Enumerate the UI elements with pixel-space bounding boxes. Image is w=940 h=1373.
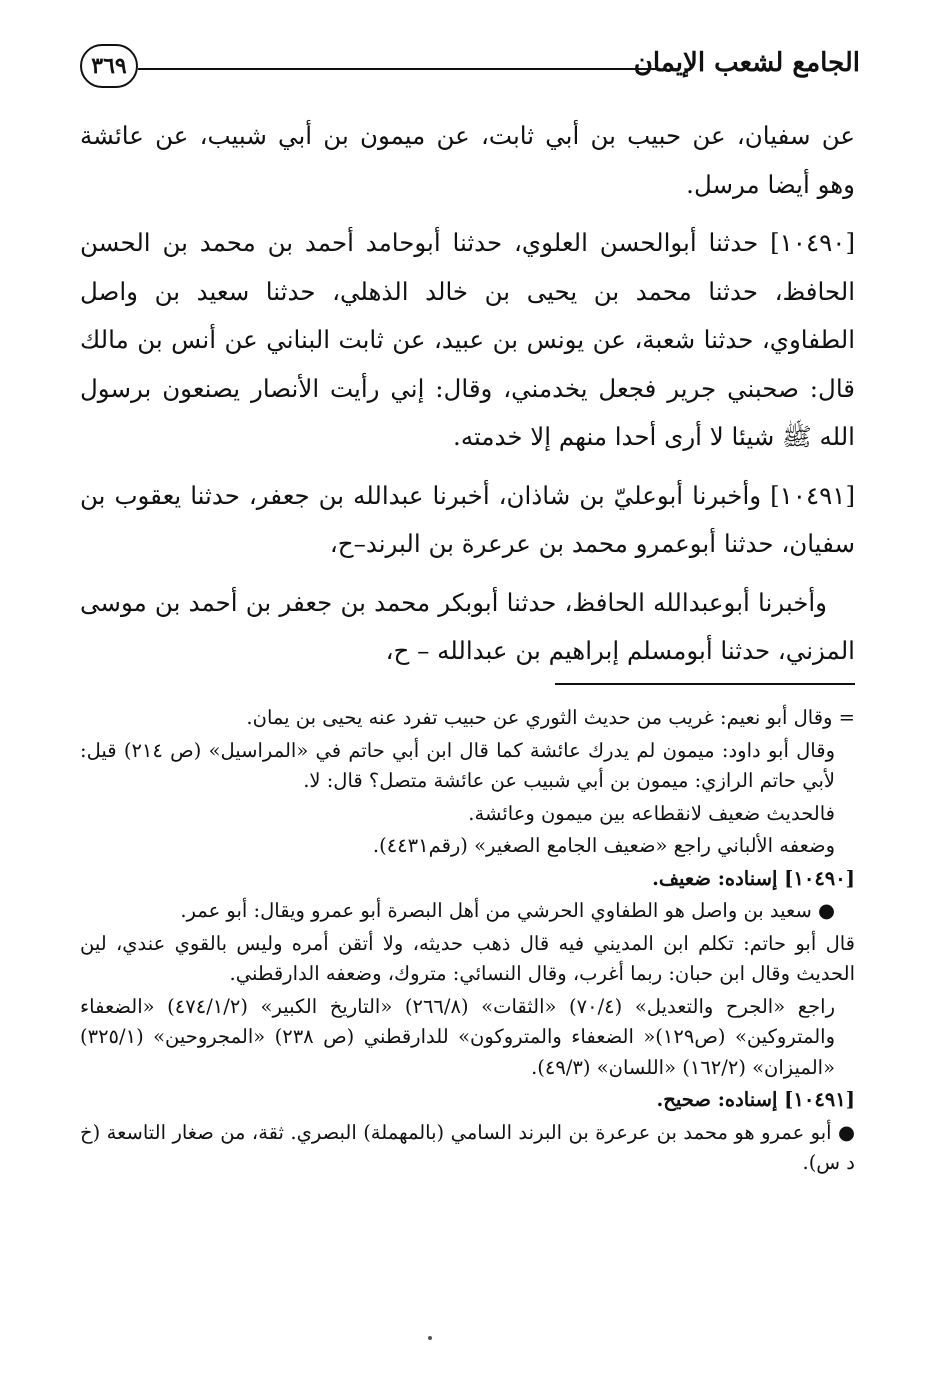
footnote-line: قال أبو حاتم: تكلم ابن المديني فيه قال ذهب حديثه، ولا أتقن أمره وليس بالقوي عندي، لين الحديث وقال ابن حبان: ربما أغرب، وقال النسائي: متروك، وضعفه الدارقطني. [80, 931, 855, 985]
page-header [80, 40, 860, 100]
footnote-line: فالحديث ضعيف لانقطاعه بين ميمون وعائشة. [468, 801, 835, 825]
hadith-10491-second-chain: وأخبرنا أبوعبدالله الحافظ، حدثنا أبوبكر محمد بن جعفر بن أحمد بن موسى المزني، حدثنا أبومسلم إبراهيم بن عبدالله – ح، [80, 587, 855, 665]
running-title: الجامع لشعب الإيمان [633, 48, 860, 78]
header-rule [138, 68, 660, 70]
page-number: ٣٦٩ [80, 44, 138, 88]
hadith-10490: [١٠٤٩٠] حدثنا أبوالحسن العلوي، حدثنا أبوحامد أحمد بن محمد بن الحسن الحافظ، حدثنا محمد بن يحيى بن خالد الذهلي، حدثنا سعيد بن واصل الطفاوي، حدثنا شعبة، عن يونس بن عبيد، عن ثابت البناني عن أنس بن مالك قال: صحبني جرير فجعل يخدمني، وقال: إني رأيت الأنصار يصنعون برسول الله ﷺ شيئا لا أرى أحدا منهم إلا خدمته. [80, 228, 855, 451]
footnote-line: وقال أبو داود: ميمون لم يدرك عائشة كما قال ابن أبي حاتم في «المراسيل» (ص ٢١٤) قيل: لأبي حاتم الرازي: ميمون بن أبي شبيب عن عائشة متصل؟ قال: لا. [80, 738, 835, 792]
footnote-line: = وقال أبو نعيم: غريب من حديث الثوري عن حبيب تفرد عنه يحيى بن يمان. [246, 706, 855, 729]
footnote-separator [555, 683, 855, 685]
footnote-line: راجع «الجرح والتعديل» (٧٠/٤) «الثقات» (٢٦٦/٨) «التاريخ الكبير» (٤٧٤/١/٢) «الضعفاء والمتروكين» (ص١٢٩)« الضعفاء والمتروكون» للدارقطني (ص ٢٣٨) «المجروحين» (٣٢٥/١) «الميزان» (١٦٢/٢) «اللسان» (٤٩/٣). [80, 994, 836, 1079]
footnote-line: ● أبو عمرو هو محمد بن عرعرة بن البرند السامي (بالمهملة) البصري. ثقة، من صغار التاسعة (خ د س). [80, 1120, 855, 1174]
main-text [80, 112, 855, 686]
hadith-10491: [١٠٤٩١] وأخبرنا أبوعليّ بن شاذان، أخبرنا عبدالله بن جعفر، حدثنا يعقوب بن سفيان، حدثنا أبوعمرو محمد بن عرعرة بن البرند–ح، [80, 480, 855, 558]
footnote-line: ● سعيد بن واصل هو الطفاوي الحرشي من أهل البصرة أبو عمرو ويقال: أبو عمر. [180, 899, 835, 922]
footer-dot [428, 1336, 432, 1340]
footnotes [80, 703, 855, 1181]
footnote-line: وضعفه الألباني راجع «ضعيف الجامع الصغير» (رقم٤٤٣١). [372, 834, 835, 857]
footnote-heading-10491: [١٠٤٩١] إسناده: صحيح. [656, 1088, 855, 1111]
footnote-heading-10490: [١٠٤٩٠] إسناده: ضعيف. [652, 866, 855, 890]
main-paragraph: عن سفيان، عن حبيب بن أبي ثابت، عن ميمون بن أبي شبيب، عن عائشة وهو أيضا مرسل. [80, 121, 855, 199]
